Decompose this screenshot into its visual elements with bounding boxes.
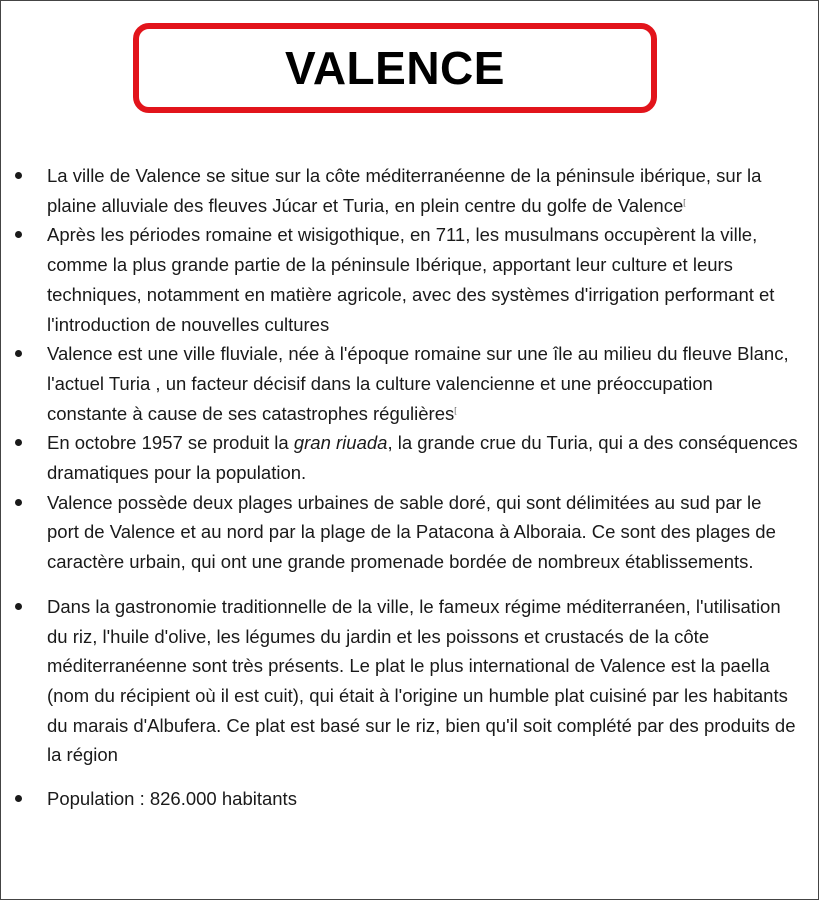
bullet-icon [15, 603, 22, 610]
page-title: VALENCE [285, 42, 505, 94]
list-item-gastronomy [1, 592, 818, 770]
list-item-history [1, 220, 818, 339]
bullet-icon [15, 499, 22, 506]
list-item-text: Valence possède deux plages urbaines de sable doré, qui sont délimitées au sud par le port de Valence et au nord par la plage de la Patacona à Alboraia. Ce sont des plages de caractère urbain, qui ont une grande promenade bordée de nombreux établissements. [47, 491, 776, 573]
bullet-icon [15, 350, 22, 357]
title-box [133, 23, 657, 113]
bullet-icon [15, 172, 22, 179]
list-item-location [1, 161, 818, 220]
list-item-text: Dans la gastronomie traditionnelle de la ville, le fameux régime méditerranéen, l'utilisation du riz, l'huile d'olive, les légumes du jardin et les poissons et crustacés de la côte méditerranéenne sont très présents. Le plat le plus international de Valence est la paella (nom du récipient où il est cuit), qui était à l'origine un humble plat cuisiné par les habitants du marais d'Albufera. Ce plat est basé sur le riz, bien qu'il soit complété par des produits de la région [47, 595, 796, 766]
bullet-icon [15, 231, 22, 238]
list-item-beaches [1, 488, 818, 577]
list-item-text-after: , la grande crue du Turia, qui a des conséquences dramatiques pour la population. [47, 432, 798, 484]
list-item-flood [1, 428, 818, 487]
list-item-text-before: En octobre 1957 se produit la [47, 432, 294, 454]
bullet-list [1, 161, 818, 814]
reference-mark: [ [683, 197, 686, 207]
list-item-text-italic: gran riuada [293, 432, 388, 454]
bullet-icon [15, 795, 22, 802]
list-item-text: La ville de Valence se situe sur la côte méditerranéenne de la péninsule ibérique, sur la plaine alluviale des fleuves Júcar et Turia, en plein centre du golfe de Valence [47, 165, 762, 216]
list-item-river [1, 339, 818, 428]
list-item-text: Après les périodes romaine et wisigothique, en 711, les musulmans occupèrent la ville, comme la plus grande partie de la péninsule Ibérique, apportant leur culture et leurs techniques, notamment en matière agricole, avec des systèmes d'irrigation performant et l'introduction de nouvelles cultures [47, 224, 775, 335]
list-item-text: Valence est une ville fluviale, née à l'époque romaine sur une île au milieu du fleuve Blanc, l'actuel Turia , un facteur décisif dans la culture valencienne et une préoccupation constante à cause de ses catastrophes régulières [47, 343, 789, 424]
reference-mark: [ [454, 405, 457, 415]
list-item-text: Population : 826.000 habitants [47, 788, 297, 810]
list-item-population [1, 784, 818, 814]
bullet-icon [15, 439, 22, 446]
